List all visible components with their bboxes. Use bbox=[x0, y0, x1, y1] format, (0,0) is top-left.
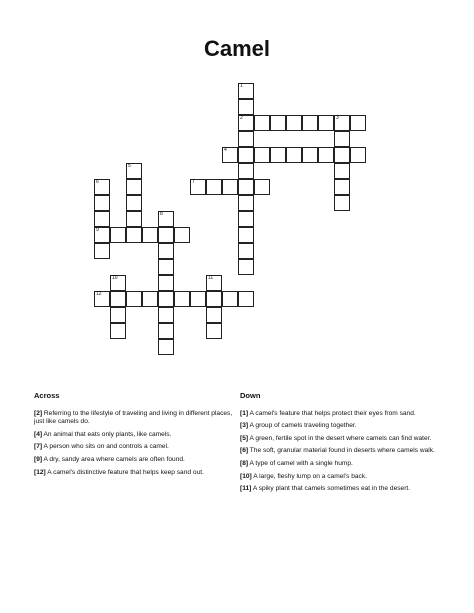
grid-cell[interactable] bbox=[270, 147, 286, 163]
grid-cell[interactable] bbox=[302, 147, 318, 163]
grid-cell[interactable] bbox=[206, 323, 222, 339]
grid-cell[interactable] bbox=[238, 227, 254, 243]
grid-cell[interactable] bbox=[158, 243, 174, 259]
grid-cell[interactable] bbox=[158, 307, 174, 323]
clue-across-4: [4] An animal that eats only plants, like camels. bbox=[34, 430, 172, 438]
clue-number: 6 bbox=[96, 179, 99, 185]
grid-cell[interactable] bbox=[254, 179, 270, 195]
grid-cell[interactable] bbox=[158, 227, 174, 243]
grid-cell[interactable] bbox=[126, 291, 142, 307]
grid-cell[interactable] bbox=[350, 147, 366, 163]
grid-cell[interactable] bbox=[238, 83, 254, 99]
grid-cell[interactable] bbox=[206, 307, 222, 323]
clue-down-1: [1] A camel's feature that helps protect their eyes from sand. bbox=[240, 409, 416, 417]
clue-number: 11 bbox=[208, 275, 214, 281]
grid-cell[interactable] bbox=[334, 195, 350, 211]
grid-cell[interactable] bbox=[286, 115, 302, 131]
grid-cell[interactable] bbox=[334, 179, 350, 195]
grid-cell[interactable] bbox=[94, 243, 110, 259]
grid-cell[interactable] bbox=[110, 291, 126, 307]
grid-cell[interactable] bbox=[126, 211, 142, 227]
down-clues bbox=[240, 392, 440, 498]
clue-across-12: [12] A camel's distinctive feature that helps keep sand out. bbox=[34, 468, 204, 476]
grid-cell[interactable] bbox=[158, 275, 174, 291]
clue-number: 5 bbox=[128, 163, 131, 169]
grid-cell[interactable] bbox=[238, 179, 254, 195]
grid-cell[interactable] bbox=[174, 291, 190, 307]
grid-cell[interactable] bbox=[334, 163, 350, 179]
grid-cell[interactable] bbox=[110, 275, 126, 291]
grid-cell[interactable] bbox=[238, 99, 254, 115]
grid-cell[interactable] bbox=[94, 291, 110, 307]
grid-cell[interactable] bbox=[238, 163, 254, 179]
clue-down-6: [6] The soft, granular material found in deserts where camels walk. bbox=[240, 447, 435, 455]
clue-across-2: [2] Referring to the lifestyle of traveling and living in different places, just like camels do. bbox=[34, 409, 233, 426]
grid-cell[interactable] bbox=[126, 227, 142, 243]
grid-cell[interactable] bbox=[94, 227, 110, 243]
grid-cell[interactable] bbox=[158, 291, 174, 307]
clue-number: 1 bbox=[240, 83, 243, 89]
grid-cell[interactable] bbox=[94, 179, 110, 195]
grid-cell[interactable] bbox=[222, 179, 238, 195]
grid-cell[interactable] bbox=[94, 195, 110, 211]
clue-number: 4 bbox=[224, 147, 227, 153]
grid-cell[interactable] bbox=[206, 291, 222, 307]
clue-down-3: [3] A group of camels traveling together. bbox=[240, 422, 357, 430]
clue-number: 2 bbox=[240, 115, 243, 121]
grid-cell[interactable] bbox=[334, 131, 350, 147]
clue-across-7: [7] A person who sits on and controls a camel. bbox=[34, 443, 169, 451]
clue-down-8: [8] A type of camel with a single hump. bbox=[240, 459, 353, 467]
clue-number: 9 bbox=[96, 227, 99, 233]
grid-cell[interactable] bbox=[238, 131, 254, 147]
clue-across-9: [9] A dry, sandy area where camels are often found. bbox=[34, 455, 185, 463]
grid-cell[interactable] bbox=[174, 227, 190, 243]
grid-cell[interactable] bbox=[238, 147, 254, 163]
clue-down-5: [5] A green, fertile spot in the desert where camels can find water. bbox=[240, 434, 432, 442]
grid-cell[interactable] bbox=[158, 323, 174, 339]
grid-cell[interactable] bbox=[142, 227, 158, 243]
clue-down-11: [11] A spiky plant that camels sometimes eat in the desert. bbox=[240, 485, 411, 493]
grid-cell[interactable] bbox=[334, 115, 350, 131]
grid-cell[interactable] bbox=[238, 211, 254, 227]
grid-cell[interactable] bbox=[334, 147, 350, 163]
grid-cell[interactable] bbox=[318, 147, 334, 163]
page-title: Camel bbox=[203, 36, 271, 61]
clue-number: 7 bbox=[192, 179, 195, 185]
down-heading: Down bbox=[240, 391, 261, 400]
grid-cell[interactable] bbox=[110, 323, 126, 339]
clue-down-10: [10] A large, fleshy lump on a camel's back. bbox=[240, 472, 367, 480]
grid-cell[interactable] bbox=[126, 195, 142, 211]
grid-cell[interactable] bbox=[190, 179, 206, 195]
grid-cell[interactable] bbox=[126, 179, 142, 195]
grid-cell[interactable] bbox=[158, 339, 174, 355]
grid-cell[interactable] bbox=[254, 147, 270, 163]
clue-number: 10 bbox=[112, 275, 118, 281]
grid-cell[interactable] bbox=[238, 195, 254, 211]
grid-cell[interactable] bbox=[318, 115, 334, 131]
grid-cell[interactable] bbox=[126, 163, 142, 179]
grid-cell[interactable] bbox=[158, 211, 174, 227]
across-heading: Across bbox=[34, 391, 60, 400]
grid-cell[interactable] bbox=[238, 259, 254, 275]
grid-cell[interactable] bbox=[302, 115, 318, 131]
grid-cell[interactable] bbox=[222, 147, 238, 163]
grid-cell[interactable] bbox=[238, 243, 254, 259]
grid-cell[interactable] bbox=[190, 291, 206, 307]
grid-cell[interactable] bbox=[110, 227, 126, 243]
clue-number: 8 bbox=[160, 211, 163, 217]
grid-cell[interactable] bbox=[110, 307, 126, 323]
grid-cell[interactable] bbox=[238, 115, 254, 131]
across-clues bbox=[34, 392, 234, 481]
clue-number: 3 bbox=[336, 115, 339, 121]
clue-number: 12 bbox=[96, 291, 102, 297]
grid-cell[interactable] bbox=[158, 259, 174, 275]
grid-cell[interactable] bbox=[270, 115, 286, 131]
grid-cell[interactable] bbox=[206, 179, 222, 195]
grid-cell[interactable] bbox=[94, 211, 110, 227]
grid-cell[interactable] bbox=[286, 147, 302, 163]
grid-cell[interactable] bbox=[254, 115, 270, 131]
grid-cell[interactable] bbox=[222, 291, 238, 307]
grid-cell[interactable] bbox=[142, 291, 158, 307]
grid-cell[interactable] bbox=[350, 115, 366, 131]
grid-cell[interactable] bbox=[238, 291, 254, 307]
grid-cell[interactable] bbox=[206, 275, 222, 291]
